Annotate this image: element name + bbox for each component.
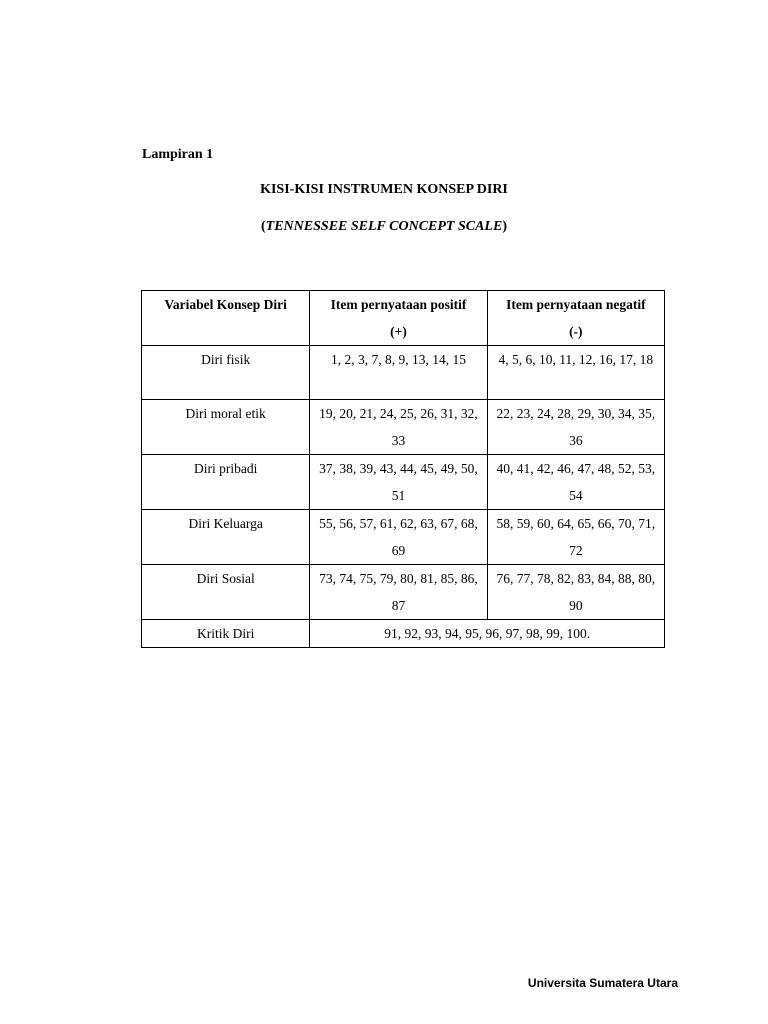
row-negative-items: 4, 5, 6, 10, 11, 12, 16, 17, 18 [487,346,664,400]
row-variable: Diri Keluarga [142,510,310,565]
row-negative-items: 40, 41, 42, 46, 47, 48, 52, 53, 54 [487,455,664,510]
header-negative [487,291,664,346]
subtitle-close-paren: ) [502,219,507,234]
row-merged-items: 91, 92, 93, 94, 95, 96, 97, 98, 99, 100. [310,620,665,648]
row-variable: Diri pribadi [142,455,310,510]
subtitle-scale-name: TENNESSEE SELF CONCEPT SCALE [265,219,503,234]
row-negative-items: 22, 23, 24, 28, 29, 30, 34, 35, 36 [487,400,664,455]
table-header-row [142,291,665,346]
row-positive-items: 1, 2, 3, 7, 8, 9, 13, 14, 15 [310,346,487,400]
row-negative-items: 58, 59, 60, 64, 65, 66, 70, 71, 72 [487,510,664,565]
table-row [142,346,665,400]
row-variable: Diri moral etik [142,400,310,455]
header-positive [310,291,487,346]
row-positive-items: 73, 74, 75, 79, 80, 81, 85, 86, 87 [310,565,487,620]
row-positive-items: 19, 20, 21, 24, 25, 26, 31, 32, 33 [310,400,487,455]
table-row [142,400,665,455]
row-negative-items: 76, 77, 78, 82, 83, 84, 88, 80, 90 [487,565,664,620]
row-variable: Diri fisik [142,346,310,400]
row-variable: Kritik Diri [142,620,310,648]
table-row [142,565,665,620]
header-positive-sign: (+) [390,324,407,339]
table-row-kritik-diri [142,620,665,648]
row-positive-items: 37, 38, 39, 43, 44, 45, 49, 50, 51 [310,455,487,510]
appendix-label: Lampiran 1 [142,147,214,162]
document-subtitle [0,219,768,235]
subtitle-open-paren: ( [261,219,266,234]
document-title: KISI-KISI INSTRUMEN KONSEP DIRI [260,182,508,197]
table-row [142,510,665,565]
header-negative-sign: (-) [569,324,583,339]
header-positive-label: Item pernyataan positif [330,297,467,312]
footer-university: Universita Sumatera Utara [527,976,678,990]
header-negative-label: Item pernyataan negatif [506,297,646,312]
header-variable [142,291,310,346]
row-positive-items: 55, 56, 57, 61, 62, 63, 67, 68, 69 [310,510,487,565]
header-variable-label: Variabel Konsep Diri [164,297,287,312]
instrument-grid-table [141,290,665,648]
table-row [142,455,665,510]
row-variable: Diri Sosial [142,565,310,620]
